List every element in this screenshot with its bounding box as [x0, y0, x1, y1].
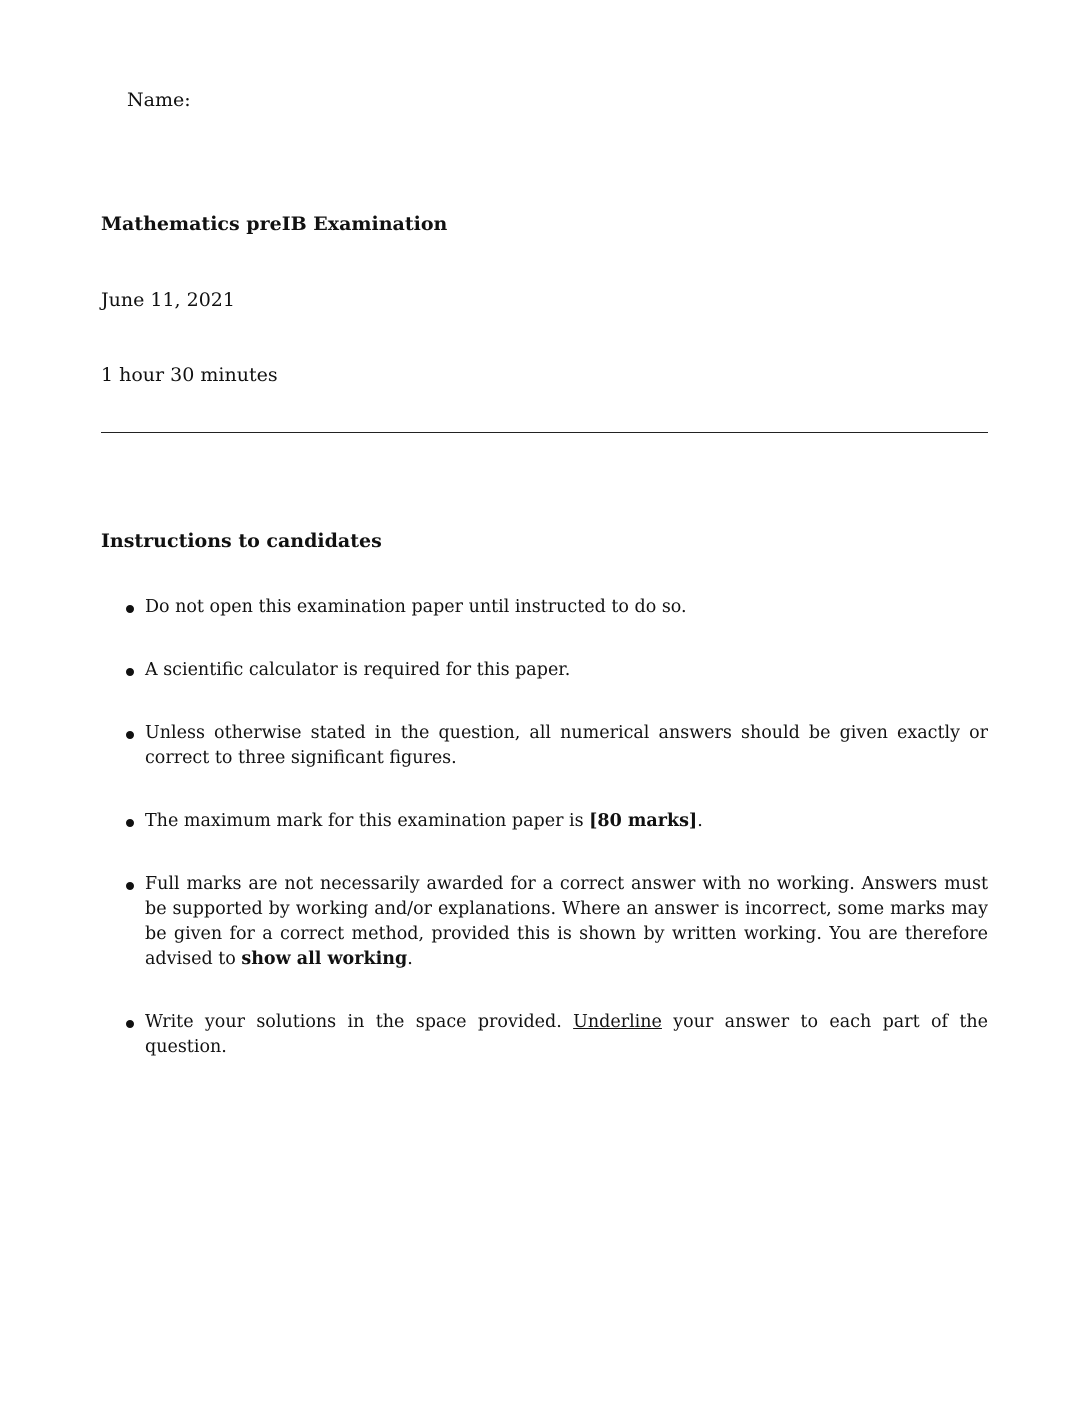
instruction-item	[101, 658, 988, 683]
underline-emphasis: Underline	[573, 1012, 662, 1032]
exam-title: Mathematics preIB Examination	[101, 213, 448, 235]
instruction-text-end: .	[697, 811, 703, 831]
instruction-text-end: .	[407, 949, 413, 969]
instruction-item	[101, 1010, 988, 1060]
instruction-item	[101, 721, 988, 771]
instruction-item	[101, 809, 988, 834]
exam-duration: 1 hour 30 minutes	[101, 364, 278, 386]
bullet-icon	[126, 819, 134, 827]
instruction-text: Write your solutions in the space provided.	[145, 1012, 574, 1032]
bullet-icon	[126, 605, 134, 613]
instruction-item	[101, 595, 988, 620]
instructions-heading: Instructions to candidates	[101, 530, 382, 552]
instruction-text: Full marks are not necessarily awarded for a correct answer with no working. Answers must be supported by working and/or explanations. Where an answer is incorrect, some marks may be given for a correct method, provided this is shown by written working. You are therefore advised to	[145, 874, 988, 969]
name-label: Name:	[127, 89, 191, 111]
bullet-icon	[126, 1020, 134, 1028]
horizontal-divider	[101, 432, 988, 433]
instruction-list	[101, 595, 988, 1098]
instruction-text: The maximum mark for this examination paper is	[145, 811, 590, 831]
max-marks-emphasis: [80 marks]	[589, 811, 698, 831]
bullet-icon	[126, 882, 134, 890]
show-working-emphasis: show all working	[241, 949, 408, 969]
instruction-text-end: your answer to each part of the question.	[145, 1012, 988, 1057]
bullet-icon	[126, 668, 134, 676]
instruction-text: A scientific calculator is required for this paper.	[145, 660, 571, 680]
instruction-text: Do not open this examination paper until instructed to do so.	[145, 597, 687, 617]
instruction-text: Unless otherwise stated in the question, all numerical answers should be given exactly or correct to three significant figures.	[145, 723, 988, 768]
instruction-item	[101, 872, 988, 972]
bullet-icon	[126, 731, 134, 739]
exam-date: June 11, 2021	[101, 289, 235, 311]
